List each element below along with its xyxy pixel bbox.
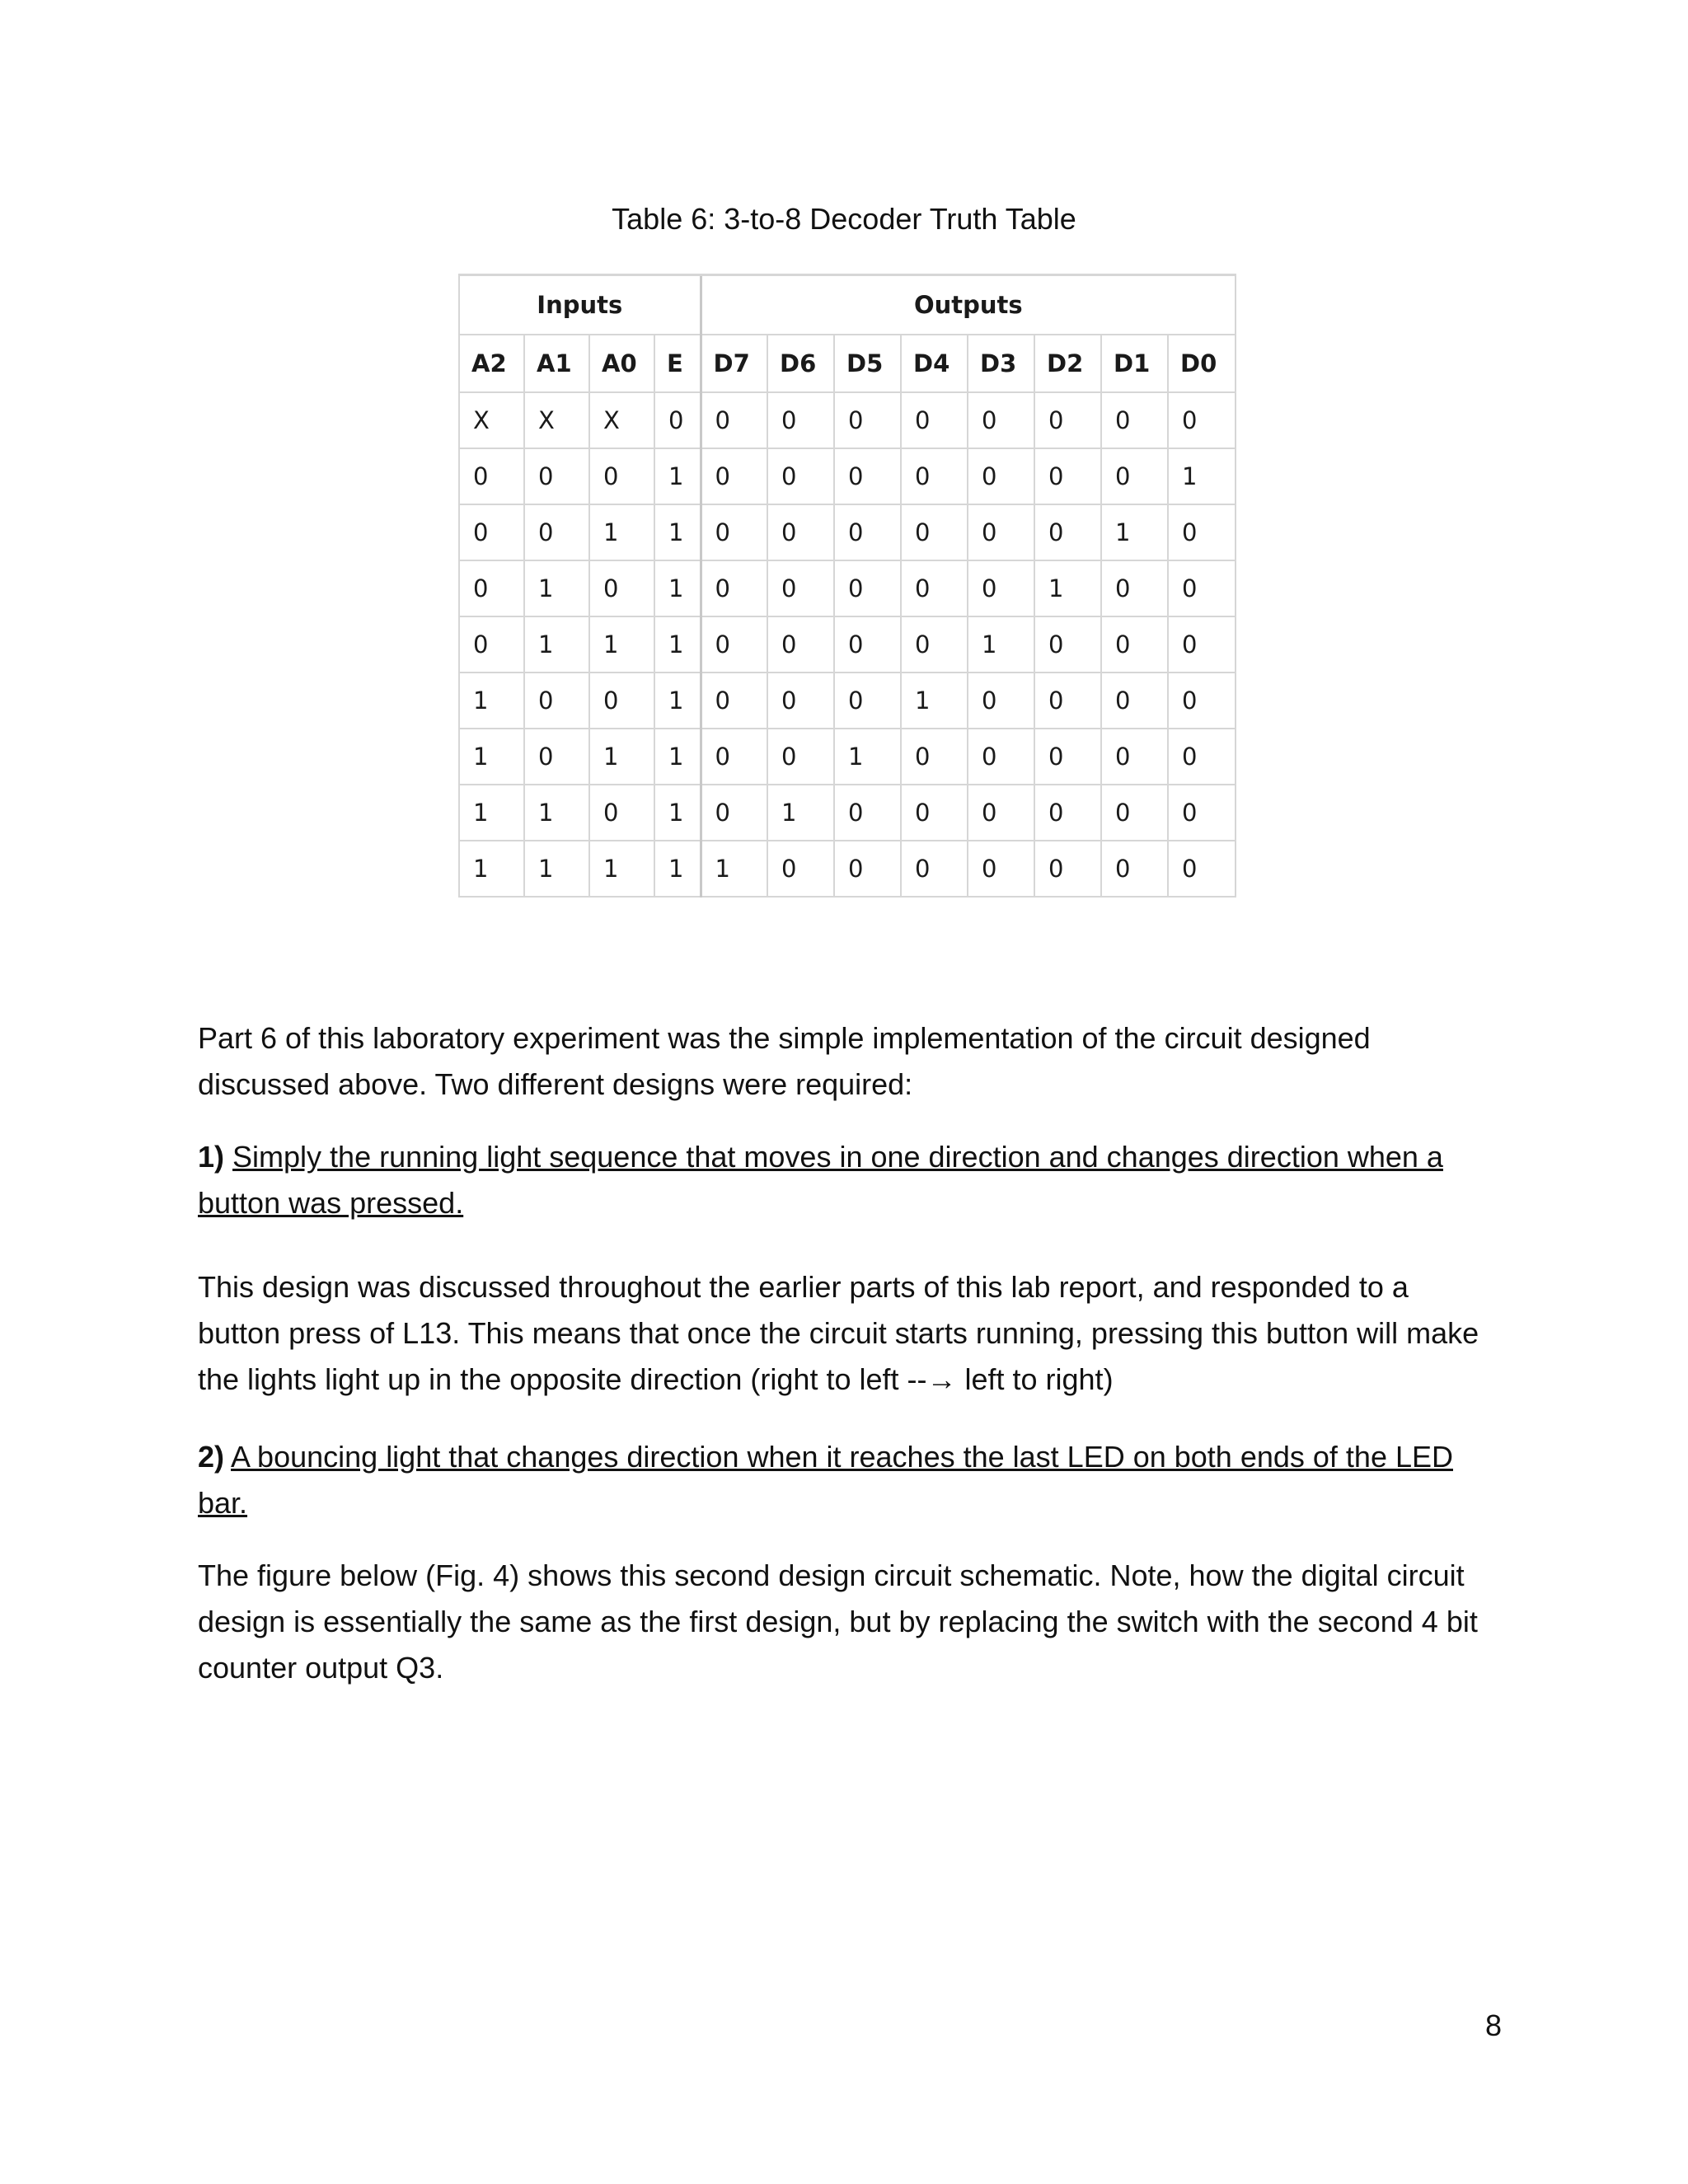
table-cell: 0 — [459, 616, 524, 673]
table-cell: 0 — [968, 560, 1034, 616]
column-header: D3 — [968, 335, 1034, 392]
table-cell: 0 — [767, 392, 834, 448]
table-caption: Table 6: 3-to-8 Decoder Truth Table — [612, 202, 1076, 236]
table-cell: 0 — [767, 448, 834, 504]
column-header-row — [459, 335, 1236, 392]
table-cell: 0 — [1034, 785, 1101, 841]
table-row — [459, 729, 1236, 785]
table-cell: 0 — [968, 729, 1034, 785]
table-cell: 1 — [901, 673, 968, 729]
column-header: A2 — [459, 335, 524, 392]
table-cell: 0 — [701, 616, 767, 673]
table-cell: 1 — [524, 616, 589, 673]
table-body — [459, 392, 1236, 897]
column-header: D5 — [834, 335, 901, 392]
item-1-number: 1) — [198, 1140, 225, 1174]
table-cell: 0 — [901, 729, 968, 785]
table-cell: 0 — [524, 504, 589, 560]
column-header: D4 — [901, 335, 968, 392]
table-cell: 0 — [701, 673, 767, 729]
table-cell: 1 — [654, 448, 701, 504]
table-row — [459, 392, 1236, 448]
table-cell: 0 — [1168, 785, 1236, 841]
table-cell: 0 — [701, 448, 767, 504]
table-row — [459, 616, 1236, 673]
table-cell: 0 — [459, 560, 524, 616]
intro-paragraph: Part 6 of this laboratory experiment was the simple implementation of the circuit designed discussed above. Two different designs were required: — [198, 1021, 1371, 1101]
table-cell: X — [459, 392, 524, 448]
column-header: D2 — [1034, 335, 1101, 392]
table-row — [459, 448, 1236, 504]
table-cell: 1 — [701, 841, 767, 897]
table-cell: 0 — [834, 616, 901, 673]
design-item-2 — [198, 1434, 1492, 1526]
table-cell: 0 — [701, 729, 767, 785]
table-cell: 0 — [834, 560, 901, 616]
table-cell: 0 — [834, 841, 901, 897]
design-item-1 — [198, 1134, 1492, 1226]
table-cell: 0 — [1101, 616, 1168, 673]
table-cell: 0 — [1101, 560, 1168, 616]
table-cell: 0 — [1101, 785, 1168, 841]
column-header: D6 — [767, 335, 834, 392]
table-cell: 0 — [589, 560, 654, 616]
table-cell: 1 — [654, 673, 701, 729]
table-cell: 0 — [1034, 448, 1101, 504]
table-cell: 0 — [1168, 616, 1236, 673]
table-cell: 0 — [1168, 729, 1236, 785]
table-cell: 0 — [1101, 841, 1168, 897]
table-cell: 0 — [1034, 673, 1101, 729]
column-header: D0 — [1168, 335, 1236, 392]
table-cell: 0 — [654, 392, 701, 448]
item-2-title: A bouncing light that changes direction when it reaches the last LED on both ends of the LED bar. — [198, 1440, 1453, 1520]
table-cell: 0 — [1101, 392, 1168, 448]
table-cell: 1 — [654, 560, 701, 616]
table-cell: 0 — [901, 504, 968, 560]
table-cell: 0 — [767, 504, 834, 560]
table-cell: 1 — [524, 841, 589, 897]
table-cell: 0 — [901, 392, 968, 448]
table-cell: 1 — [654, 616, 701, 673]
table-cell: 0 — [767, 616, 834, 673]
item-2-number: 2) — [198, 1440, 225, 1474]
table-cell: 0 — [1168, 504, 1236, 560]
table-cell: 0 — [968, 448, 1034, 504]
table-cell: 1 — [459, 673, 524, 729]
table-cell: 0 — [459, 504, 524, 560]
table-cell: 1 — [459, 841, 524, 897]
table-cell: 0 — [767, 673, 834, 729]
table-cell: 1 — [459, 785, 524, 841]
table-cell: 0 — [834, 504, 901, 560]
table-cell: 0 — [701, 392, 767, 448]
table-cell: 1 — [968, 616, 1034, 673]
table-cell: 1 — [589, 841, 654, 897]
table-cell: 0 — [968, 504, 1034, 560]
table-cell: 1 — [1034, 560, 1101, 616]
table-cell: 0 — [901, 841, 968, 897]
table-cell: 0 — [968, 673, 1034, 729]
table-cell: 0 — [1034, 504, 1101, 560]
table-row — [459, 673, 1236, 729]
table-cell: 0 — [968, 392, 1034, 448]
page-number: 8 — [1484, 2008, 1502, 2042]
table-cell: 0 — [1101, 448, 1168, 504]
design-1-paragraph: This design was discussed throughout the earlier parts of this lab report, and responded to a button press of L13. This means that once the circuit starts running, pressing this button will make the lights light up in the opposite direction (right to left --→ left to right) — [198, 1270, 1479, 1396]
table-cell: 1 — [654, 785, 701, 841]
table-cell: 0 — [834, 785, 901, 841]
table-cell: 0 — [524, 448, 589, 504]
table-cell: 0 — [524, 729, 589, 785]
table-cell: 0 — [701, 504, 767, 560]
inputs-group-header: Inputs — [459, 275, 701, 335]
table-cell: 0 — [1034, 616, 1101, 673]
column-header: A1 — [524, 335, 589, 392]
table-cell: 1 — [654, 729, 701, 785]
table-cell: 1 — [524, 560, 589, 616]
table-cell: 0 — [767, 729, 834, 785]
column-header: D7 — [701, 335, 767, 392]
table-cell: 0 — [1034, 392, 1101, 448]
table-cell: 0 — [524, 673, 589, 729]
decoder-truth-table — [458, 274, 1236, 898]
table-cell: 0 — [1168, 392, 1236, 448]
table-cell: 1 — [767, 785, 834, 841]
table-cell: 0 — [1034, 729, 1101, 785]
table-cell: 0 — [1034, 841, 1101, 897]
table-cell: 0 — [901, 785, 968, 841]
table-cell: 1 — [1101, 504, 1168, 560]
outputs-group-header: Outputs — [701, 275, 1236, 335]
design-2-paragraph: The figure below (Fig. 4) shows this second design circuit schematic. Note, how the digital circuit design is essentially the same as the first design, but by replacing the switch with the second 4 bit counter output Q3. — [198, 1558, 1478, 1685]
table-cell: 1 — [1168, 448, 1236, 504]
table-row — [459, 841, 1236, 897]
table-cell: 0 — [589, 448, 654, 504]
table-cell: 0 — [1101, 729, 1168, 785]
table-cell: 0 — [767, 841, 834, 897]
column-header: E — [654, 335, 701, 392]
column-header: A0 — [589, 335, 654, 392]
table-cell: 1 — [834, 729, 901, 785]
table-cell: 1 — [589, 729, 654, 785]
table-cell: 0 — [968, 841, 1034, 897]
table-cell: 0 — [1168, 673, 1236, 729]
table-cell: 1 — [654, 841, 701, 897]
table-cell: 0 — [1101, 673, 1168, 729]
table-row — [459, 785, 1236, 841]
table-row — [459, 560, 1236, 616]
item-1-title: Simply the running light sequence that moves in one direction and changes direction when a button was pressed. — [198, 1140, 1443, 1220]
table-cell: 0 — [901, 448, 968, 504]
table-cell: X — [524, 392, 589, 448]
table-cell: 0 — [767, 560, 834, 616]
table-cell: 0 — [701, 785, 767, 841]
table-cell: 1 — [459, 729, 524, 785]
table-cell: 1 — [589, 616, 654, 673]
table-cell: 1 — [524, 785, 589, 841]
table-cell: 0 — [834, 392, 901, 448]
table-cell: X — [589, 392, 654, 448]
table-cell: 0 — [834, 448, 901, 504]
column-header: D1 — [1101, 335, 1168, 392]
table-cell: 0 — [834, 673, 901, 729]
table-cell: 0 — [1168, 560, 1236, 616]
table-cell: 0 — [459, 448, 524, 504]
table-cell: 1 — [589, 504, 654, 560]
table-cell: 0 — [901, 560, 968, 616]
table-cell: 0 — [589, 785, 654, 841]
table-cell: 0 — [1168, 841, 1236, 897]
table-cell: 0 — [701, 560, 767, 616]
table-cell: 0 — [901, 616, 968, 673]
table-cell: 1 — [654, 504, 701, 560]
table-row — [459, 504, 1236, 560]
table-cell: 0 — [589, 673, 654, 729]
table-cell: 0 — [968, 785, 1034, 841]
